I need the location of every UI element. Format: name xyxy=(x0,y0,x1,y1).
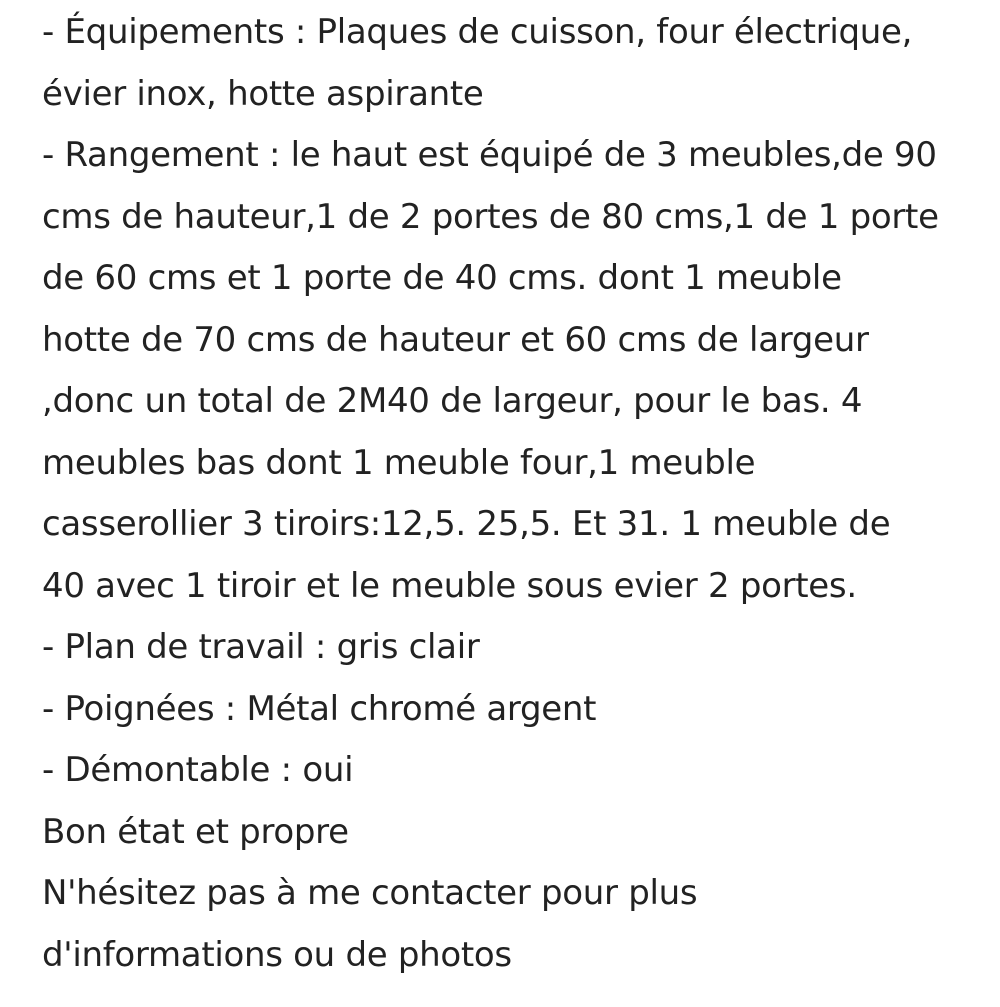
description-line-etat: Bon état et propre xyxy=(42,811,349,852)
description-line-poignees: - Poignées : Métal chromé argent xyxy=(42,688,597,729)
listing-description xyxy=(42,2,1000,986)
description-line-rangement-cont-7: 40 avec 1 tiroir et le meuble sous evier 2 portes. xyxy=(42,565,857,606)
description-line-rangement: - Rangement : le haut est équipé de 3 meubles,de 90 xyxy=(42,135,937,175)
description-line-rangement-cont-4: ,donc un total de 2M40 de largeur, pour le bas. 4 xyxy=(42,381,863,421)
description-line-contact-cont: d'informations ou de photos xyxy=(42,934,512,975)
description-line-demontable: - Démontable : oui xyxy=(42,750,354,790)
description-line-rangement-cont-1: cms de hauteur,1 de 2 portes de 80 cms,1 de 1 porte xyxy=(42,196,939,237)
description-line-contact: N'hésitez pas à me contacter pour plus xyxy=(42,873,698,913)
description-line-rangement-cont-5: meubles bas dont 1 meuble four,1 meuble xyxy=(42,442,756,483)
description-line-equipements: - Équipements : Plaques de cuisson, four électrique, xyxy=(42,12,913,52)
description-line-rangement-cont-2: de 60 cms et 1 porte de 40 cms. dont 1 meuble xyxy=(42,258,842,298)
description-line-rangement-cont-6: casserollier 3 tiroirs:12,5. 25,5. Et 31. 1 meuble de xyxy=(42,504,891,544)
description-line-plan-de-travail: - Plan de travail : gris clair xyxy=(42,627,480,667)
description-line-rangement-cont-3: hotte de 70 cms de hauteur et 60 cms de largeur xyxy=(42,319,869,360)
description-line-equipements-cont: évier inox, hotte aspirante xyxy=(42,73,484,114)
